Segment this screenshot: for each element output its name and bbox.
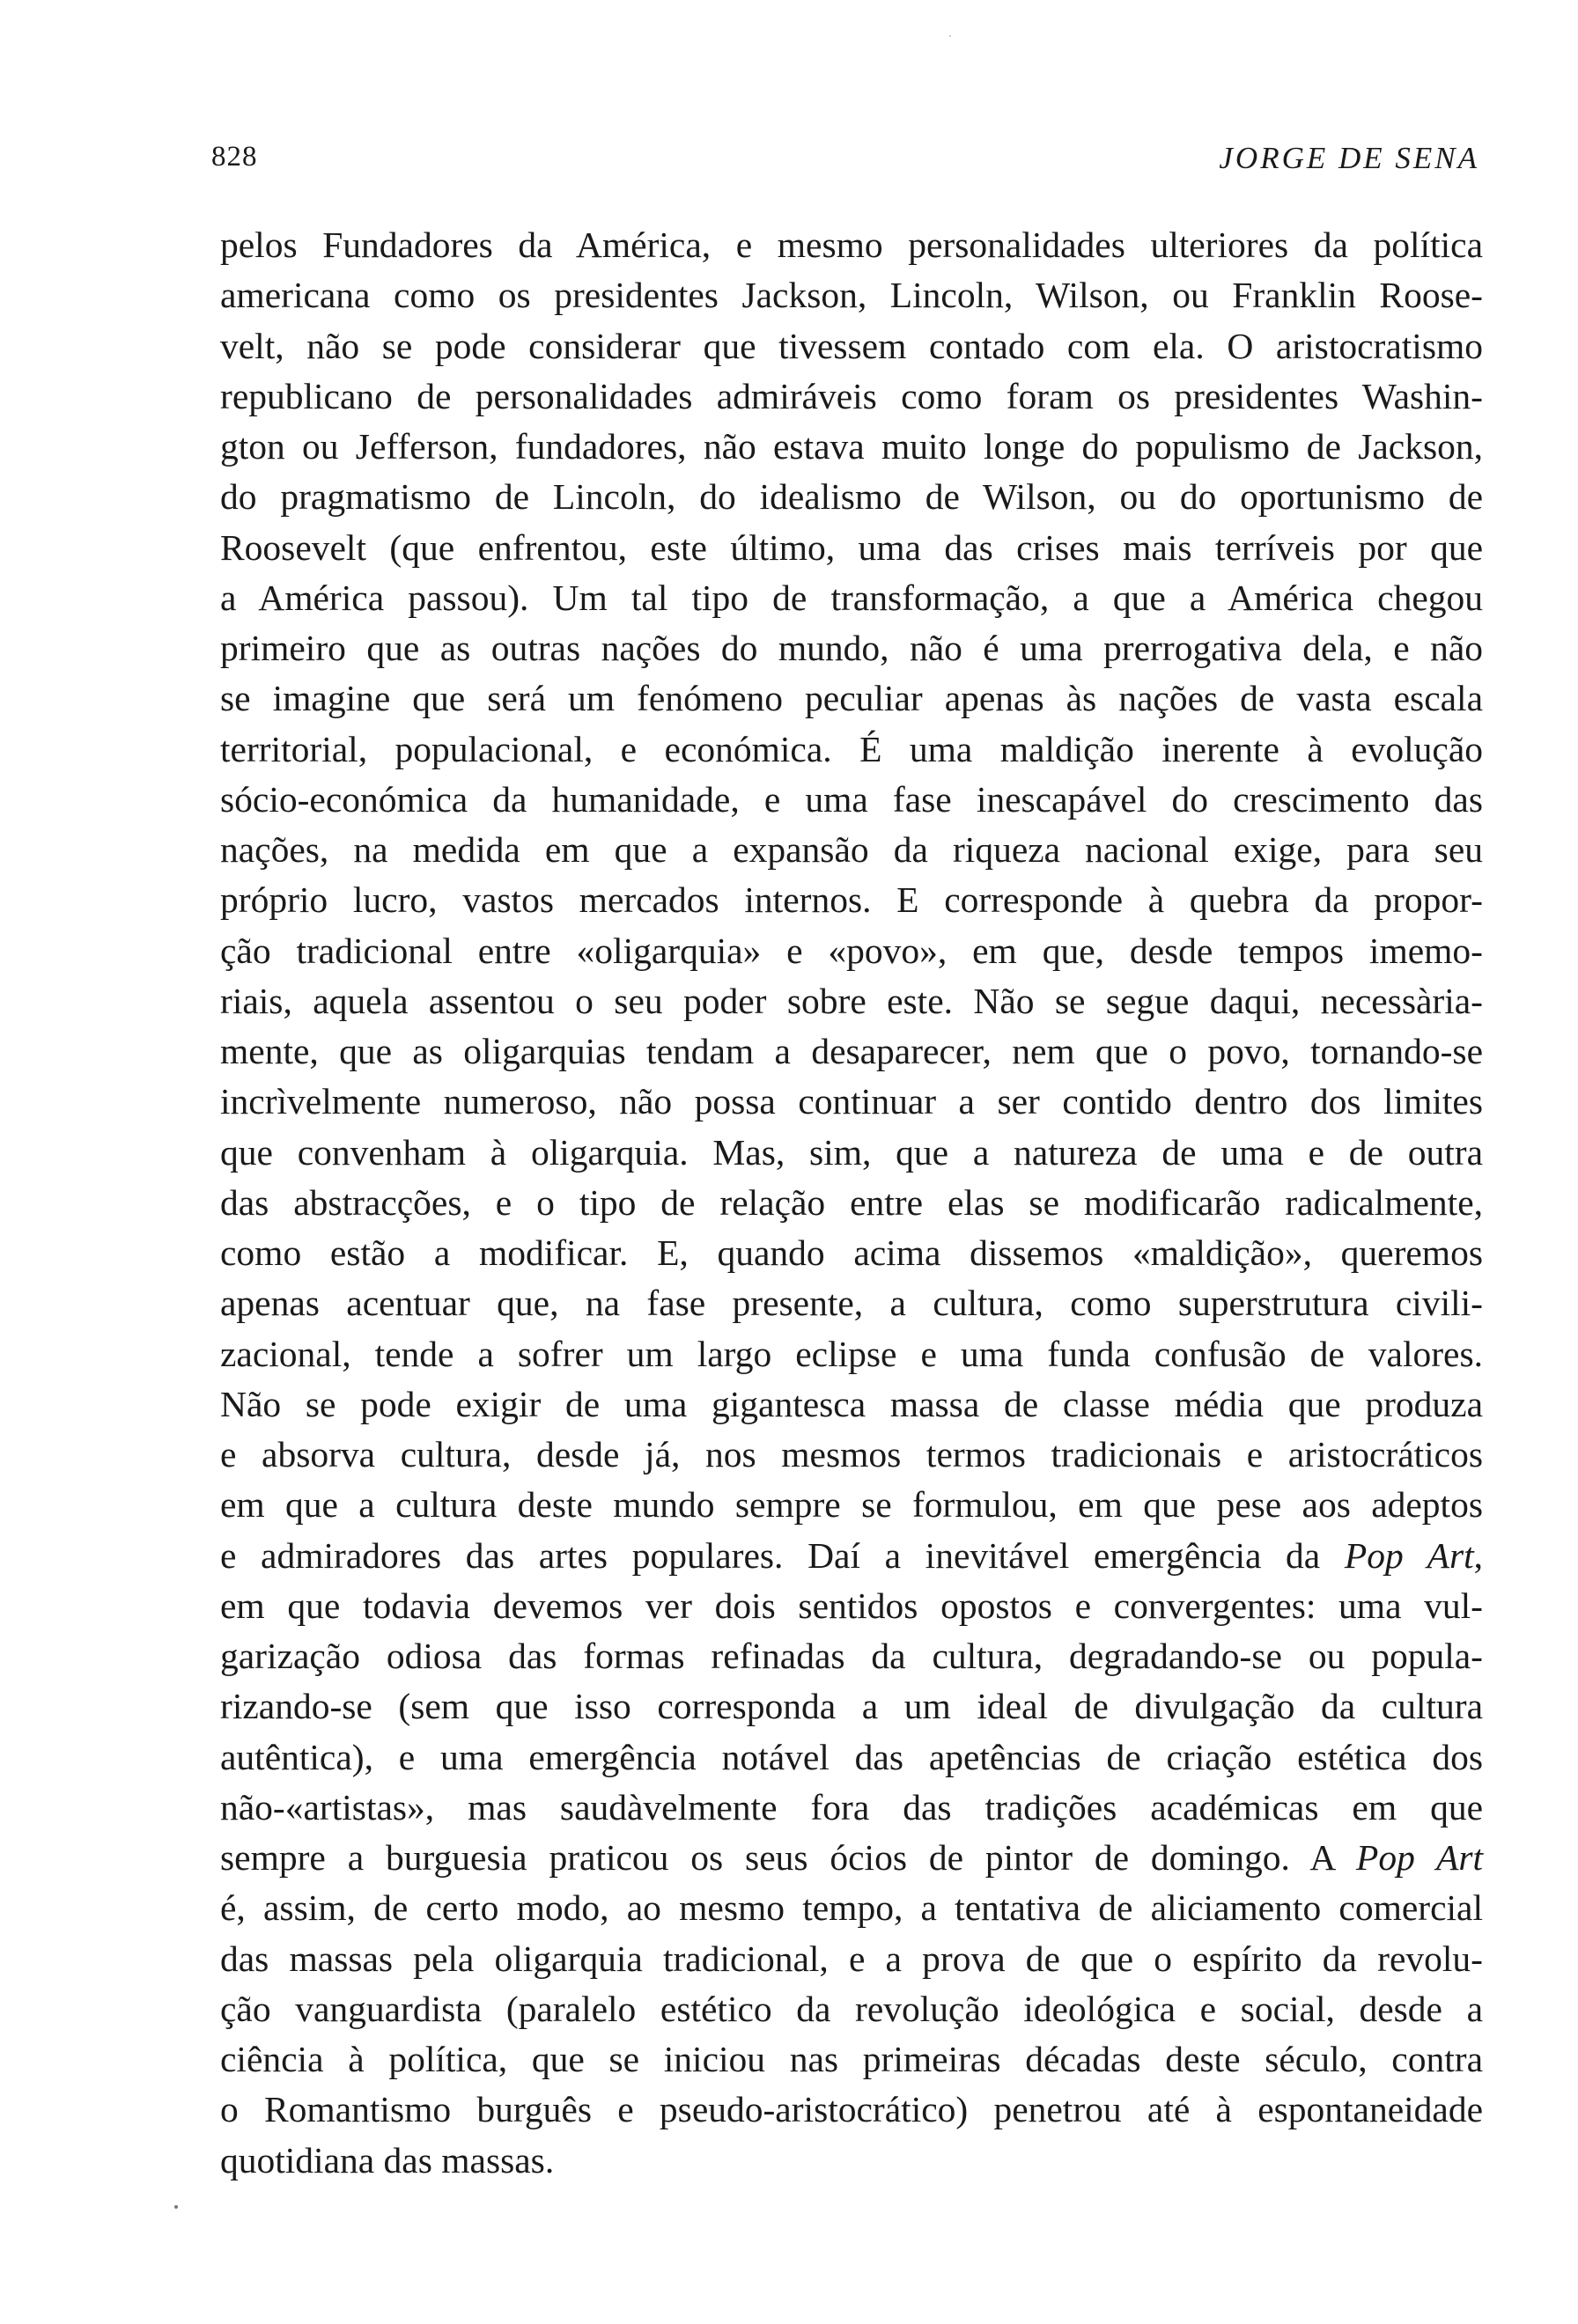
text-line: zacional, tende a sofrer um largo eclipse e uma funda confusão de valores. bbox=[220, 1333, 1483, 1374]
text-line: riais, aquela assentou o seu poder sobre este. Não se segue daqui, necessària- bbox=[220, 980, 1483, 1021]
text-line: Roosevelt (que enfrentou, este último, uma das crises mais terríveis por que bbox=[220, 526, 1483, 568]
text-line: a América passou). Um tal tipo de transformação, a que a América chegou bbox=[220, 577, 1483, 618]
text-line: do pragmatismo de Lincoln, do idealismo de Wilson, ou do oportunismo de bbox=[220, 476, 1483, 518]
text-line: mente, que as oligarquias tendam a desaparecer, nem que o povo, tornando-se bbox=[220, 1031, 1483, 1071]
page-number: 828 bbox=[211, 141, 258, 173]
text-line: primeiro que as outras nações do mundo, não é uma prerrogativa dela, e não bbox=[220, 628, 1483, 668]
line-text: sempre a burguesia praticou os seus ócios de pintor de domingo. A bbox=[220, 1837, 1335, 1878]
body-paragraph bbox=[220, 220, 1483, 2186]
running-title: JORGE DE SENA bbox=[1219, 141, 1479, 175]
running-head bbox=[211, 141, 1479, 185]
text-line-with-italic bbox=[220, 1531, 1483, 1581]
text-line: autêntica), e uma emergência notável das apetências de criação estética dos bbox=[220, 1736, 1483, 1777]
scan-speck bbox=[174, 2205, 178, 2209]
scan-speck bbox=[949, 35, 951, 37]
text-line: incrìvelmente numeroso, não possa continuar a ser contido dentro dos limites bbox=[220, 1081, 1483, 1122]
line-text: e admiradores das artes populares. Daí a inevitável emergência da bbox=[220, 1534, 1321, 1576]
text-line: sócio-económica da humanidade, e uma fase inescapável do crescimento das bbox=[220, 778, 1483, 820]
text-line: das massas pela oligarquia tradicional, e a prova de que o espírito da revolu- bbox=[220, 1938, 1483, 1979]
text-line: nações, na medida em que a expansão da riqueza nacional exige, para seu bbox=[220, 829, 1483, 870]
punctuation: , bbox=[1473, 1534, 1483, 1576]
text-line: territorial, populacional, e económica. É uma maldição inerente à evolução bbox=[220, 728, 1483, 769]
text-line: pelos Fundadores da América, e mesmo personalidades ulteriores da política bbox=[220, 224, 1483, 265]
text-line: ciência à política, que se iniciou nas primeiras décadas deste século, contra bbox=[220, 2039, 1483, 2079]
text-line: não-«artistas», mas saudàvelmente fora das tradições académicas em que bbox=[220, 1786, 1483, 1828]
text-line: próprio lucro, vastos mercados internos. E corresponde à quebra da propor- bbox=[220, 879, 1483, 921]
text-line: garização odiosa das formas refinadas da cultura, degradando-se ou popula- bbox=[220, 1636, 1483, 1676]
text-line: o Romantismo burguês e pseudo-aristocrático) penetrou até à espontaneidade bbox=[220, 2089, 1483, 2130]
text-line: e absorva cultura, desde já, nos mesmos termos tradicionais e aristocráticos bbox=[220, 1434, 1483, 1475]
text-line: é, assim, de certo modo, ao mesmo tempo, a tentativa de aliciamento comercial bbox=[220, 1887, 1483, 1929]
text-line: rizando-se (sem que isso corresponda a um ideal de divulgação da cultura bbox=[220, 1686, 1483, 1727]
text-line: gton ou Jefferson, fundadores, não estava muito longe do populismo de Jackson, bbox=[220, 426, 1483, 467]
text-line-last: quotidiana das massas. bbox=[220, 2139, 555, 2181]
text-line: ção tradicional entre «oligarquia» e «povo», em que, desde tempos imemo- bbox=[220, 930, 1483, 971]
text-line: republicano de personalidades admiráveis como foram os presidentes Washin- bbox=[220, 375, 1483, 416]
text-line: das abstracções, e o tipo de relação entre elas se modificarão radicalmente, bbox=[220, 1181, 1483, 1223]
italic-term: Pop Art bbox=[1344, 1534, 1474, 1576]
italic-term: Pop Art bbox=[1356, 1837, 1483, 1878]
text-line: apenas acentuar que, na fase presente, a cultura, como superstrutura civili- bbox=[220, 1283, 1483, 1324]
text-line: velt, não se pode considerar que tivessem contado com ela. O aristocratismo bbox=[220, 325, 1483, 366]
text-line-with-italic bbox=[220, 1833, 1483, 1883]
text-line: em que a cultura deste mundo sempre se formulou, em que pese aos adeptos bbox=[220, 1484, 1483, 1526]
text-line: se imagine que será um fenómeno peculiar apenas às nações de vasta escala bbox=[220, 678, 1483, 719]
text-line: que convenham à oligarquia. Mas, sim, que a natureza de uma e de outra bbox=[220, 1131, 1483, 1173]
text-line: em que todavia devemos ver dois sentidos opostos e convergentes: uma vul- bbox=[220, 1585, 1483, 1626]
text-line: Não se pode exigir de uma gigantesca massa de classe média que produza bbox=[220, 1383, 1483, 1424]
text-line: como estão a modificar. E, quando acima dissemos «maldição», queremos bbox=[220, 1232, 1483, 1273]
text-line: ção vanguardista (paralelo estético da revolução ideológica e social, desde a bbox=[220, 1988, 1483, 2029]
text-line: americana como os presidentes Jackson, Lincoln, Wilson, ou Franklin Roose- bbox=[220, 275, 1483, 316]
